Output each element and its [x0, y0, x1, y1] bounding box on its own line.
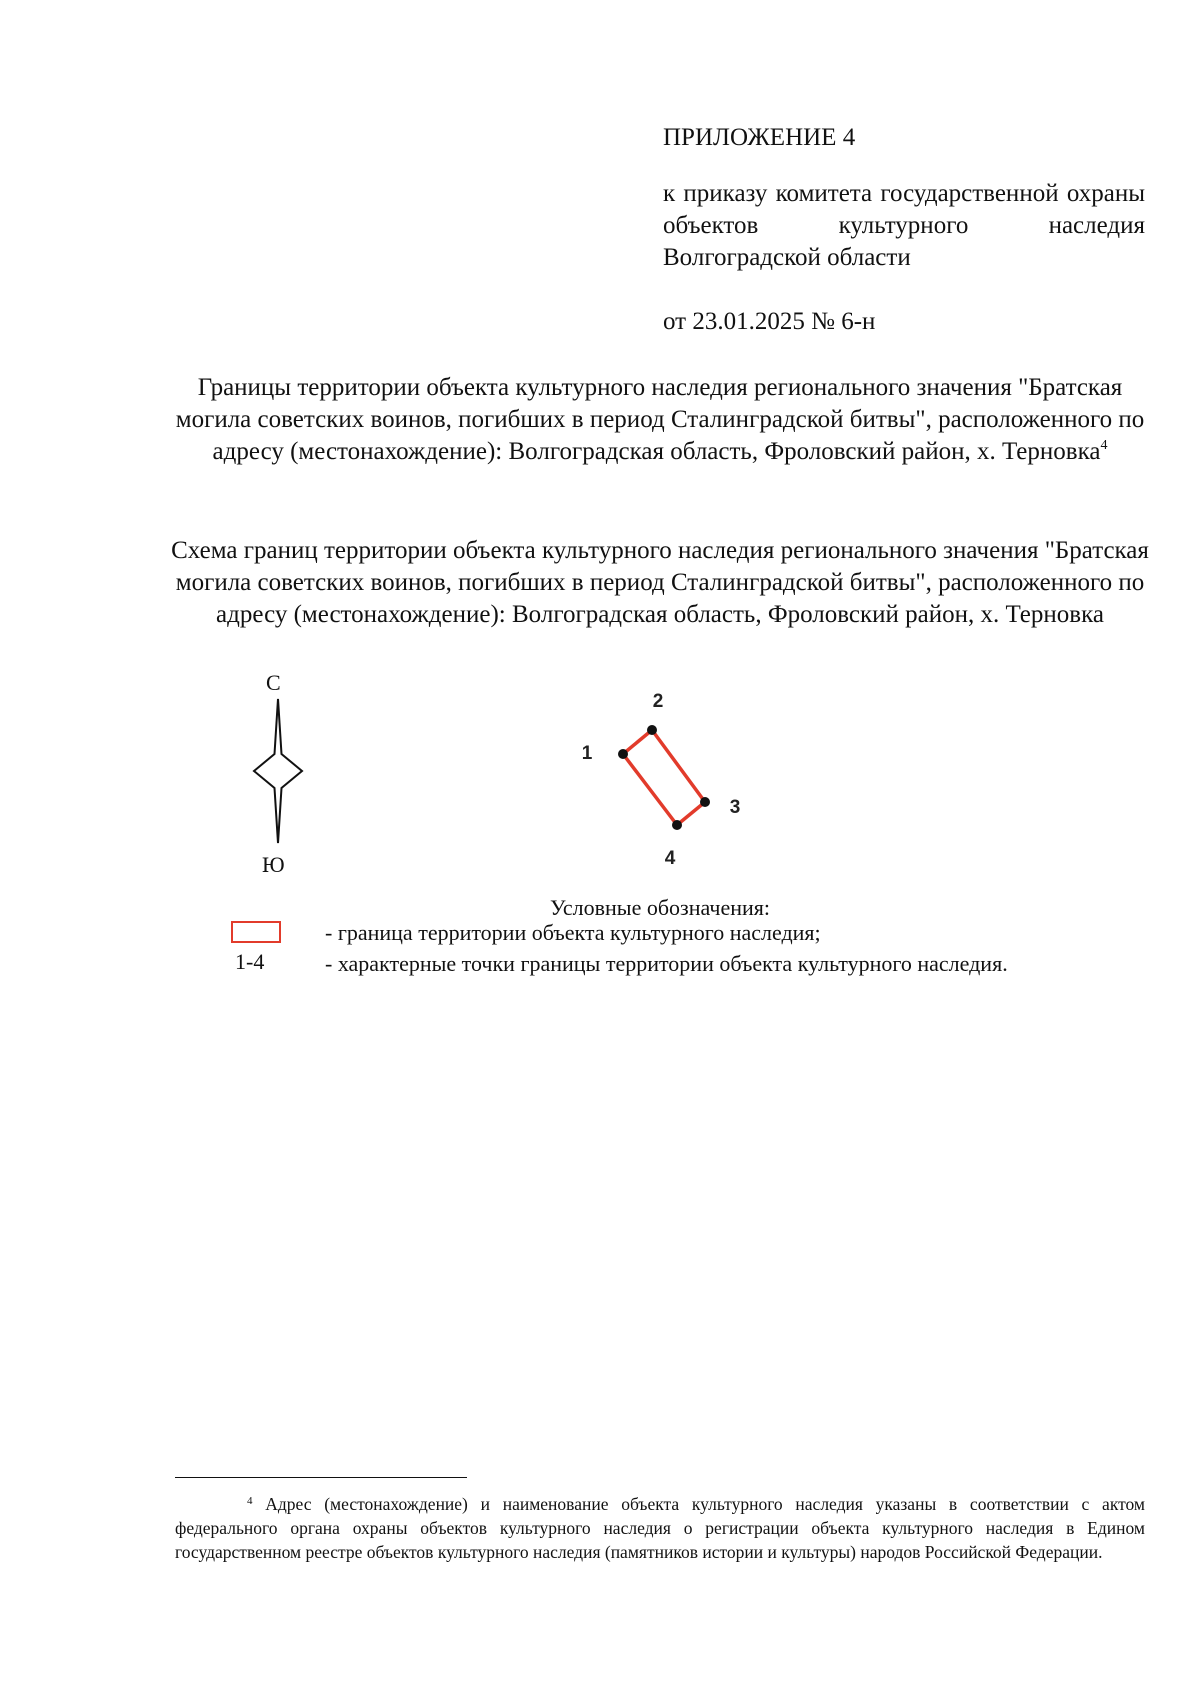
footnote-reference: 4 — [1100, 438, 1108, 453]
boundary-point-label-4: 4 — [664, 848, 676, 869]
appendix-order-reference: к приказу комитета государственной охраны объектов культурного наследия Волгоградской области — [663, 180, 1145, 271]
legend-title: Условные обозначения: — [549, 895, 771, 920]
footnote — [175, 1492, 1145, 1564]
boundary-scheme-map — [560, 680, 760, 880]
boundary-point-2 — [647, 725, 657, 735]
footnote-number: 4 — [247, 1495, 253, 1507]
boundary-point-label-1: 1 — [581, 743, 593, 764]
legend-points-range: 1-4 — [235, 949, 265, 974]
legend-boundary-swatch — [231, 921, 281, 943]
footnote-text: Адрес (местонахождение) и наименование объекта культурного наследия указаны в соответствии с актом федерального органа охраны объектов культурного наследия о регистрации объекта культурного наследия в Едином государственном реестре объектов культурного наследия (памятников истории и культуры) народов Российской Федерации. — [175, 1494, 1145, 1562]
boundary-point-label-2: 2 — [652, 691, 664, 712]
footnote-separator — [175, 1477, 467, 1478]
compass-south-label: Ю — [262, 852, 285, 877]
territory-boundary — [623, 730, 705, 825]
document-heading-text: Границы территории объекта культурного наследия регионального значения "Братская могила советских воинов, погибших в период Сталинградской битвы", расположенного по адресу (местонахождение): Волгоградская область, Фроловский район, х. Терновка — [175, 374, 1145, 465]
scheme-title: Схема границ территории объекта культурного наследия регионального значения "Братская могила советских воинов, погибших в период Сталинградской битвы", расположенного по адресу (местонахождение): Волгоградская область, Фроловский район, х. Терновка — [171, 537, 1149, 628]
compass-north-label: С — [266, 670, 281, 695]
appendix-date-number: от 23.01.2025 № 6-н — [663, 308, 876, 335]
appendix-title: ПРИЛОЖЕНИЕ 4 — [663, 124, 856, 151]
document-heading — [160, 372, 1160, 468]
boundary-point-1 — [618, 749, 628, 759]
boundary-point-3 — [700, 797, 710, 807]
boundary-point-label-3: 3 — [729, 797, 741, 818]
legend-boundary-description: - граница территории объекта культурного наследия; — [325, 920, 821, 945]
compass-rose-icon — [248, 696, 308, 846]
boundary-points — [582, 691, 741, 869]
boundary-point-4 — [672, 820, 682, 830]
legend-points-description: - характерные точки границы территории объекта культурного наследия. — [325, 951, 1008, 976]
